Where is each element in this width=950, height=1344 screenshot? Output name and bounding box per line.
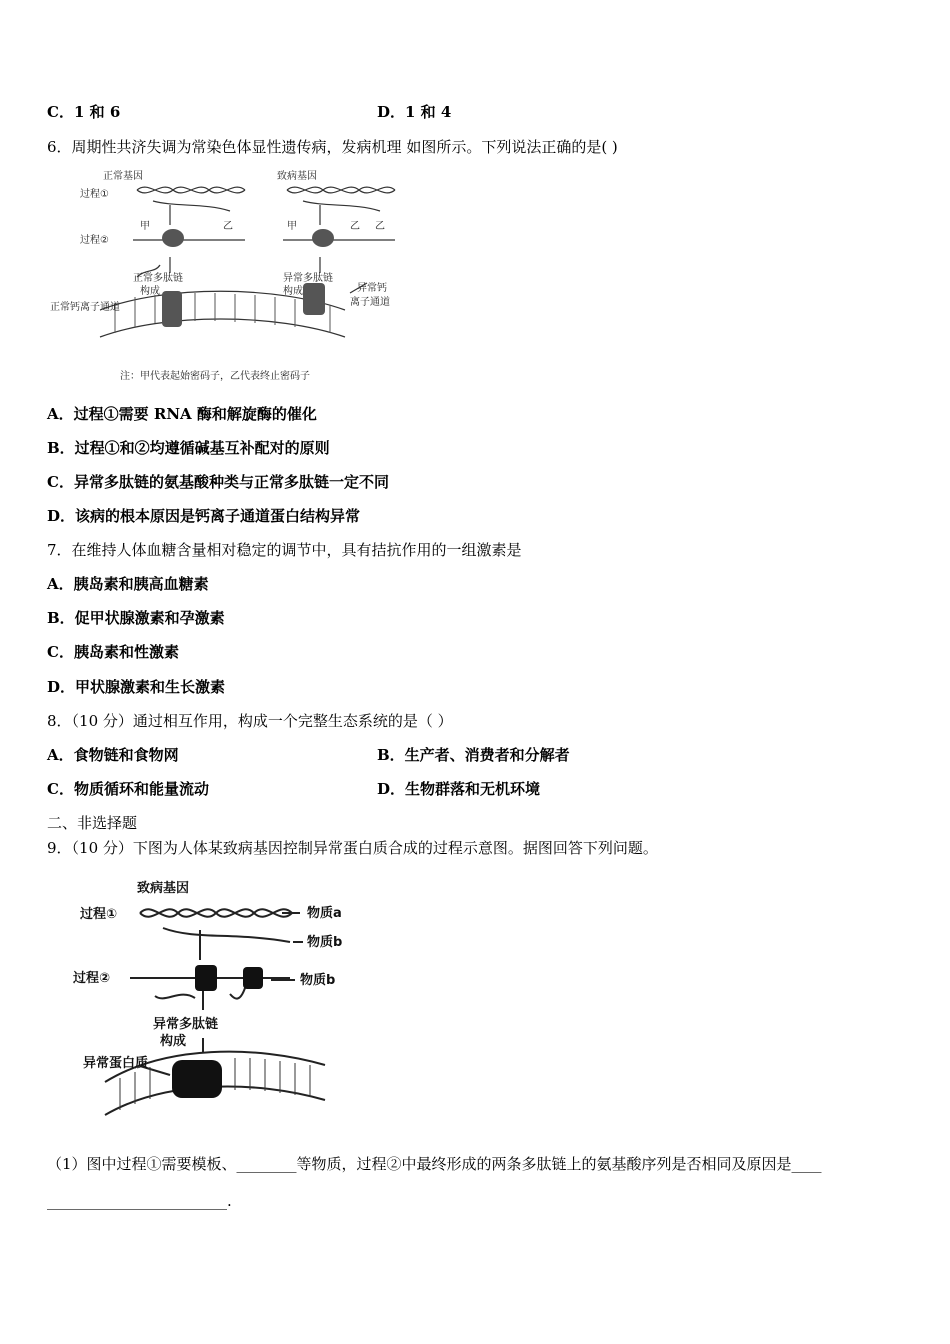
q7-option-d: D．甲状腺激素和生长激素 <box>47 678 226 696</box>
q7-stem: 7．在维持人体血糖含量相对稳定的调节中，具有拮抗作用的一组激素是 <box>47 541 522 559</box>
q6-fig-process2: 过程② <box>80 235 109 246</box>
q6-option-c: C．异常多肽链的氨基酸种类与正常多肽链一定不同 <box>47 473 389 491</box>
q8-option-b: B．生产者、消费者和分解者 <box>377 746 570 764</box>
q6-fig-abnormal-channel-1: 异常钙 <box>357 283 387 294</box>
section-heading: 二、非选择题 <box>47 814 138 832</box>
q6-fig-yi-left: 乙 <box>223 221 233 232</box>
q9-sub1-line1: （1）图中过程①需要模板、________等物质，过程②中最终形成的两条多肽链上的氨基酸序列是否相同及原因是____ <box>47 1155 822 1173</box>
q6-fig-yi-right-2: 乙 <box>375 221 385 232</box>
q9-fig-process2: 过程② <box>73 971 111 986</box>
q6-fig-normal-peptide: 正常多肽链 <box>133 273 183 284</box>
q6-option-d: D．该病的根本原因是钙离子通道蛋白结构异常 <box>47 507 361 525</box>
q9-fig-substance-b-bottom: 物质b <box>300 973 336 988</box>
q6-option-a: A．过程①需要 RNA 酶和解旋酶的催化 <box>47 405 317 423</box>
q6-stem: 6．周期性共济失调为常染色体显性遗传病，发病机理 如图所示。下列说法正确的是( ) <box>47 138 618 156</box>
q5-option-c: C．1 和 6 <box>47 103 121 121</box>
q9-sub1-line2: ________________________. <box>47 1192 232 1210</box>
q6-fig-disease-gene: 致病基因 <box>277 171 317 182</box>
q6-fig-note: 注：甲代表起始密码子，乙代表终止密码子 <box>120 371 310 382</box>
q6-fig-normal-gene: 正常基因 <box>103 171 143 182</box>
q9-fig-abnormal-peptide: 异常多肽链 <box>153 1017 219 1032</box>
q6-fig-jia-right: 甲 <box>287 221 297 232</box>
q9-fig-substance-a: 物质a <box>307 906 342 921</box>
q9-fig-abnormal-protein: 异常蛋白质 <box>83 1056 149 1071</box>
q9-fig-disease-gene: 致病基因 <box>137 881 190 896</box>
q6-option-b: B．过程①和②均遵循碱基互补配对的原则 <box>47 439 330 457</box>
q8-option-a: A．食物链和食物网 <box>47 746 179 764</box>
q6-fig-abnormal-channel-2: 离子通道 <box>350 297 390 308</box>
q6-fig-normal-channel: 正常钙离子通道 <box>50 302 120 313</box>
q8-option-d: D．生物群落和无机环境 <box>377 780 541 798</box>
q6-figure <box>45 165 405 390</box>
q8-stem: 8．（10 分）通过相互作用，构成一个完整生态系统的是（ ） <box>47 712 453 730</box>
q7-option-a: A．胰岛素和胰高血糖素 <box>47 575 209 593</box>
q9-figure <box>45 870 375 1145</box>
q9-fig-substance-b-top: 物质b <box>307 935 343 950</box>
q6-fig-forms-right: 构成 <box>283 286 303 297</box>
q9-stem: 9．（10 分）下图为人体某致病基因控制异常蛋白质合成的过程示意图。据图回答下列问题。 <box>47 839 658 857</box>
q6-fig-process1: 过程① <box>80 189 109 200</box>
q7-option-c: C．胰岛素和性激素 <box>47 643 179 661</box>
q9-fig-forms: 构成 <box>160 1034 187 1049</box>
q8-option-c: C．物质循环和能量流动 <box>47 780 209 798</box>
q7-option-b: B．促甲状腺激素和孕激素 <box>47 609 225 627</box>
q6-fig-yi-right-1: 乙 <box>350 221 360 232</box>
q6-fig-jia-left: 甲 <box>140 221 150 232</box>
q6-fig-abnormal-peptide: 异常多肽链 <box>283 273 333 284</box>
q9-fig-process1: 过程① <box>80 907 118 922</box>
q6-fig-forms-left: 构成 <box>140 286 160 297</box>
q5-option-d: D．1 和 4 <box>377 103 452 121</box>
